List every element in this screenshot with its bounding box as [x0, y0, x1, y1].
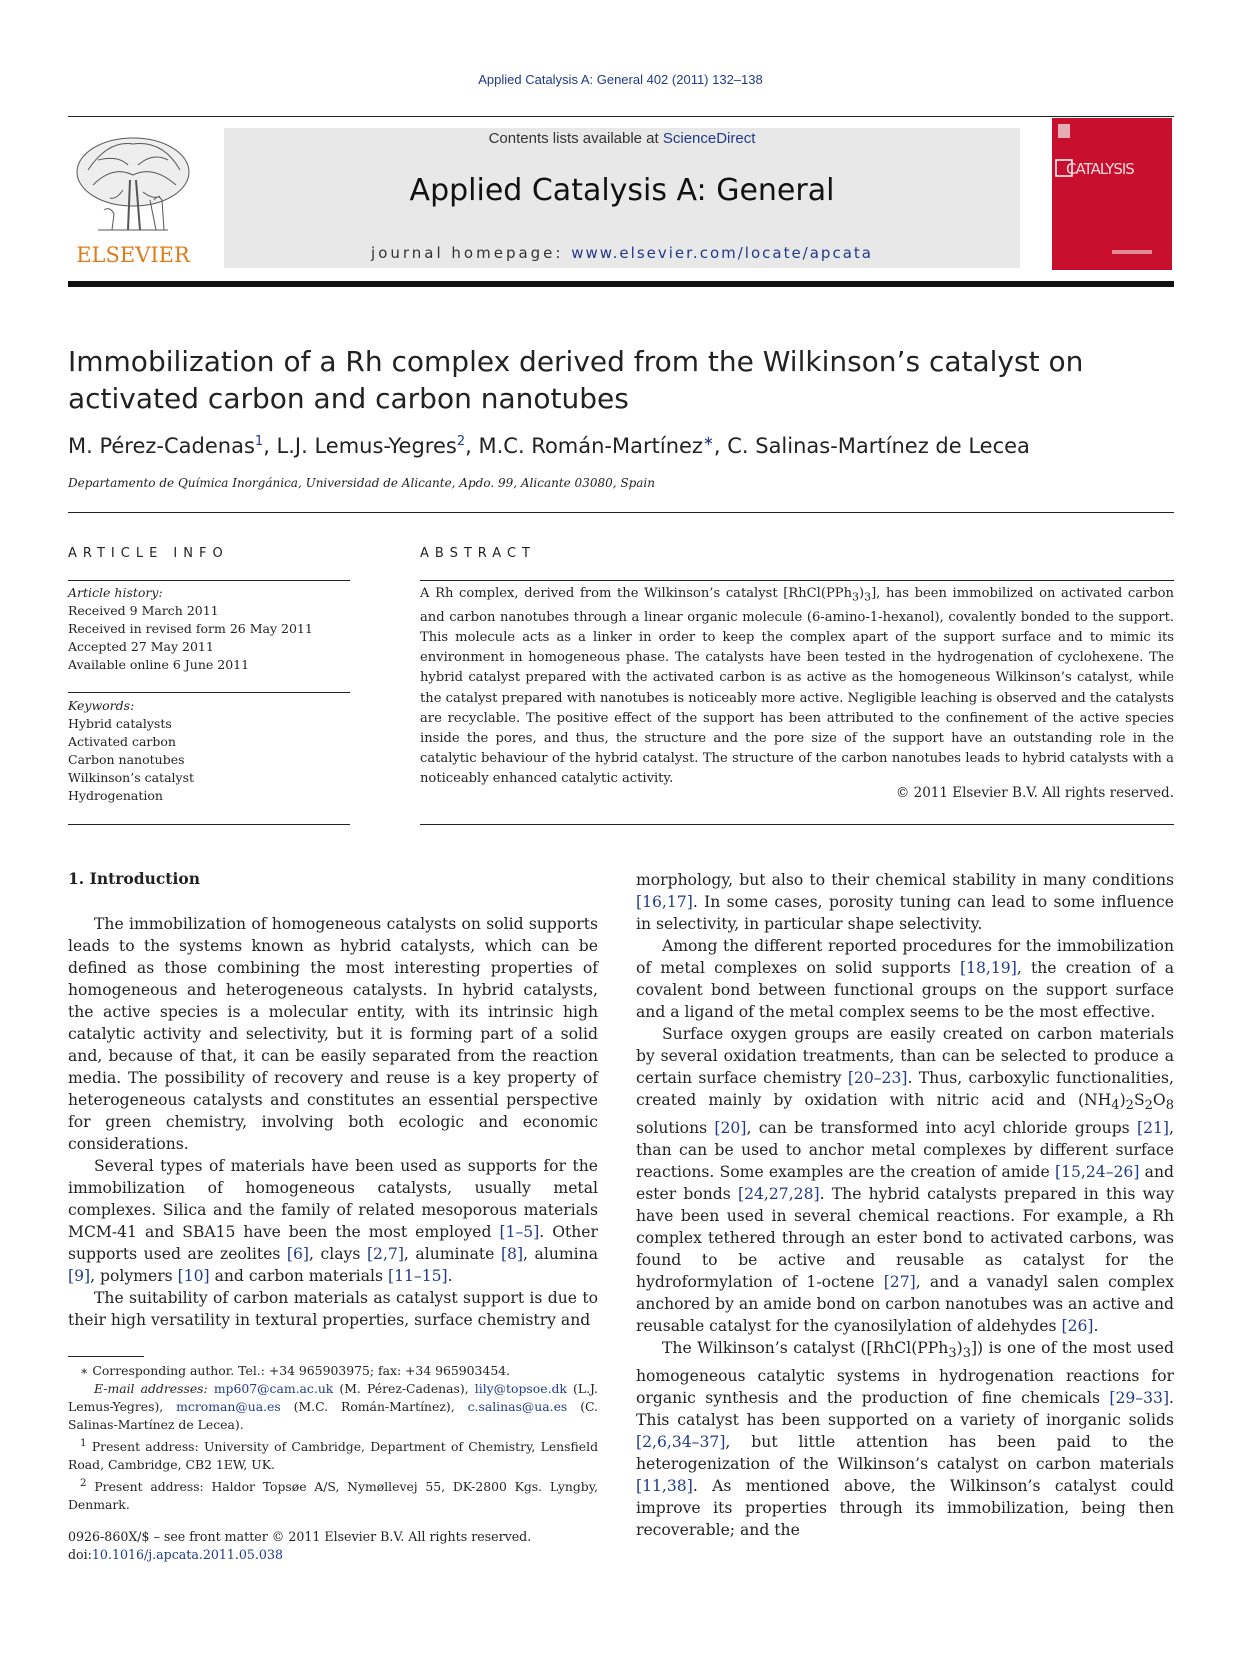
subscript: 2 — [1144, 1098, 1153, 1114]
email-link[interactable]: mcroman@ua.es — [176, 1399, 281, 1414]
article-title: Immobilization of a Rh complex derived from the Wilkinson’s catalyst on activated carbon and carbon nanotubes — [68, 345, 1084, 415]
reference-link[interactable]: [15,24–26] — [1054, 1163, 1140, 1182]
abstract-text — [420, 584, 1174, 790]
text: . In some cases, porosity tuning can lead to some influence in selectivity, in particular shape selectivity. — [636, 893, 1174, 933]
left-column — [68, 913, 598, 1331]
keyword: Hybrid catalysts — [68, 716, 172, 731]
article-info-rule — [68, 692, 350, 693]
keyword: Hydrogenation — [68, 788, 163, 803]
title-rule — [68, 512, 1174, 513]
cover-art-icon — [1052, 118, 1172, 270]
doi-prefix: doi: — [68, 1547, 92, 1562]
text: O — [1152, 1091, 1166, 1109]
paragraph — [636, 1023, 1174, 1337]
contents-prefix: Contents lists available at — [488, 130, 663, 147]
text: solutions — [636, 1119, 715, 1138]
text: , clays — [309, 1245, 367, 1263]
footnote-text: Present address: University of Cambridge, Department of Chemistry, Lensfield Road, Cambridge, CB2 1EW, UK. — [68, 1439, 598, 1473]
reference-link[interactable]: [11–15] — [387, 1267, 448, 1285]
author-list: M. Pérez-Cadenas$^1$, L.J. Lemus-Yegres$^2$, M.C. Román-Martínez∗, C. Salinas-Martínez de Lecea — [68, 434, 1030, 458]
front-matter — [68, 1528, 668, 1564]
doi-line — [68, 1546, 668, 1564]
email-owner: (M.C. Román-Martínez), — [280, 1399, 468, 1414]
keyword: Activated carbon — [68, 734, 176, 749]
history-label: Article history: — [68, 585, 163, 600]
abstract-part: ) — [859, 586, 865, 601]
reference-link[interactable]: [29–33] — [1109, 1389, 1170, 1408]
text: Among the different reported procedures for the immobilization of metal complexes on solid supports — [636, 937, 1174, 977]
reference-link[interactable]: [26] — [1061, 1317, 1094, 1336]
footnotes — [68, 1362, 598, 1514]
email-link[interactable]: lily@topsoe.dk — [474, 1381, 567, 1396]
homepage-link[interactable]: www.elsevier.com/locate/apcata — [571, 244, 873, 262]
reference-link[interactable]: [27] — [883, 1273, 916, 1292]
author-name[interactable]: M. Pérez-Cadenas — [68, 434, 255, 458]
paragraph — [636, 935, 1174, 1023]
footnote-1 — [68, 1434, 598, 1474]
text: S — [1133, 1091, 1145, 1109]
sciencedirect-link[interactable]: ScienceDirect — [662, 130, 756, 147]
reference-link[interactable]: [21] — [1137, 1119, 1170, 1138]
text: . The hybrid catalysts prepared in this way have been used in several chemical reactions. For example, a Rh complex tethered through an ester bond to activated carbons, was found to be active and reusable as catalyst for the hydroformylation of 1-octene — [636, 1185, 1174, 1292]
footnote-rule — [68, 1356, 144, 1357]
reference-link[interactable]: [8] — [500, 1245, 524, 1263]
elsevier-logo — [68, 130, 198, 272]
text: . — [1093, 1317, 1099, 1336]
text: . Other supports used are zeolites — [68, 1223, 598, 1263]
reference-link[interactable]: [20] — [714, 1119, 747, 1138]
email-link[interactable]: mp607@cam.ac.uk — [213, 1381, 334, 1396]
text: , alumina — [523, 1245, 598, 1263]
author-name[interactable]: M.C. Román-Martínez — [478, 434, 703, 458]
section-heading: 1. Introduction — [68, 869, 200, 888]
journal-reference[interactable]: Applied Catalysis A: General 402 (2011) 132–138 — [478, 72, 763, 87]
reference-link[interactable]: [20–23] — [847, 1069, 908, 1087]
affiliation: Departamento de Química Inorgánica, Universidad de Alicante, Apdo. 99, Alicante 03080, Spain — [68, 476, 655, 490]
text: The Wilkinson’s catalyst ([RhCl(PPh — [662, 1339, 949, 1358]
abstract-part: A Rh complex, derived from the Wilkinson’s catalyst [RhCl(PPh — [420, 586, 853, 601]
reference-link[interactable]: [6] — [286, 1245, 310, 1263]
text: Surface oxygen groups are easily created on carbon materials by several oxidation treatments, than can be selected to produce a certain surface chemistry — [636, 1025, 1174, 1087]
keyword: Carbon nanotubes — [68, 752, 185, 767]
corresponding-author-mark[interactable]: ∗ — [702, 434, 714, 449]
text: , aluminate — [403, 1245, 501, 1263]
article-info-rule — [68, 580, 350, 581]
footnote-text: Corresponding author. Tel.: +34 965903975; fax: +34 965903454. — [88, 1363, 511, 1378]
subscript: 2 — [1125, 1098, 1134, 1114]
text: . This catalyst has been supported on a variety of inorganic solids — [636, 1389, 1174, 1430]
text: . Thus, carboxylic functionalities, created mainly by oxidation with nitric acid and (NH — [636, 1069, 1174, 1109]
abstract-part: ], has been immobilized on activated carbon and carbon nanotubes through a linear organic molecule (6-amino-1-hexanol), covalently bonded to the support. This molecule acts as a linker in order to keep the complex apart of the support surface and to mimic its environment in homogeneous phase. The catalysts have been tested in the hydrogenation of cyclohexene. The hybrid catalyst prepared with the activated carbon is as active as the homogeneous Wilkinson’s catalyst, while the catalyst prepared with nanotubes is noticeably more active. Negligible leaching is observed and the catalysts are recyclable. The positive effect of the support has been attributed to the confinement of the active species inside the pores, and thus, the structure and the pore size of the support have an outstanding role in the catalytic behaviour of the hybrid catalyst. The structure of the carbon nanotubes leads to hybrid catalysts with a noticeably enhanced catalytic activity. — [420, 586, 1174, 787]
email-owner: (L.J. Lemus-Yegres), — [68, 1381, 598, 1414]
subscript: 4 — [1111, 1098, 1120, 1114]
keywords-label: Keywords: — [68, 698, 135, 713]
abstract-rule — [420, 580, 1174, 581]
text: and ester bonds — [636, 1163, 1174, 1204]
subscript: 3 — [948, 1346, 957, 1362]
footnote-mark: 1 — [80, 1437, 87, 1449]
footnote-mark: 2 — [80, 1477, 87, 1490]
text: Several types of materials have been used as supports for the immobilization of homogeneous catalysts, usually metal complexes. Silica and the family of related mesoporous materials MCM-41 and SBA15 have been the most employed — [68, 1157, 598, 1241]
article-history — [68, 584, 350, 674]
article-info-rule — [68, 824, 350, 825]
text: , and a vanadyl salen complex anchored by an amide bond on carbon nanotubes was an active and reusable catalyst for the cyanosilylation of aldehydes — [636, 1273, 1174, 1336]
issn-line: 0926-860X/$ – see front matter © 2011 Elsevier B.V. All rights reserved. — [68, 1529, 532, 1544]
journal-cover-image[interactable] — [1052, 118, 1172, 270]
reference-link[interactable]: [24,27,28] — [738, 1185, 820, 1204]
text: morphology, but also to their chemical stability in many conditions — [636, 871, 1174, 889]
reference-link[interactable]: [16,17] — [636, 893, 693, 911]
text: ]) is one of the most used homogeneous catalytic systems in hydrogenation reactions for organic synthesis and the production of fine chemicals — [636, 1339, 1174, 1408]
copyright: © 2011 Elsevier B.V. All rights reserved. — [895, 785, 1174, 801]
reference-link[interactable]: [2,6,34–37] — [636, 1433, 726, 1452]
reference-link[interactable]: [10] — [177, 1267, 210, 1285]
cover-title: CATALYSIS — [1066, 160, 1134, 178]
paragraph: The immobilization of homogeneous catalysts on solid supports leads to the systems known as hybrid catalysts, which can be defined as those combining the most interesting properties of homogeneous and heterogeneous catalysts. In hybrid catalysts, the active species is a molecular entity, with its intrinsic high catalytic activity and selectivity, but it is forming part of a solid and, because of that, it can be easily separated from the reaction media. The possibility of recovery and reuse is a key property of heterogeneous catalysts and constitutes an essential perspective for green chemistry, involving both ecologic and economic considerations. — [68, 915, 598, 1153]
text: . As mentioned above, the Wilkinson’s catalyst could improve its properties through its immobilization, being then recoverable; and the — [636, 1477, 1174, 1540]
homepage-prefix: journal homepage: — [371, 244, 572, 262]
email-note — [68, 1380, 598, 1434]
text: , polymers — [90, 1267, 178, 1285]
email-owner: (C. Salinas-Martínez de Lecea). — [68, 1399, 598, 1432]
journal-banner — [224, 128, 1020, 268]
journal-title: Applied Catalysis A: General — [409, 173, 835, 208]
top-rule — [68, 116, 1174, 117]
contents-line — [224, 130, 1020, 147]
article-info-heading: ARTICLE INFO — [68, 546, 229, 561]
reference-link[interactable]: [2,7] — [366, 1245, 404, 1263]
subscript: 3 — [852, 590, 859, 604]
text: ) — [956, 1339, 963, 1358]
subscript: 3 — [962, 1346, 971, 1362]
text: ) — [1119, 1091, 1126, 1109]
tree-engraving-icon — [68, 130, 198, 272]
abstract-rule — [420, 824, 1174, 825]
header-thick-rule — [68, 281, 1174, 287]
history-item: Received 9 March 2011 — [68, 603, 219, 618]
author-mark[interactable]: 1 — [254, 434, 264, 449]
author-name[interactable]: C. Salinas-Martínez de Lecea — [727, 434, 1030, 458]
history-item: Accepted 27 May 2011 — [68, 639, 214, 654]
subscript: 8 — [1165, 1098, 1174, 1114]
reference-link[interactable]: [18,19] — [960, 959, 1017, 977]
email-link[interactable]: c.salinas@ua.es — [467, 1399, 568, 1414]
text: , than can be used to anchor metal complexes by different surface reactions. Some examples are the creation of amide — [636, 1119, 1174, 1182]
text: , the creation of a covalent bond between functional groups on the support surface and a ligand of the metal complex seems to be the most effective. — [636, 959, 1174, 1021]
keywords — [68, 697, 350, 805]
text: . — [447, 1267, 453, 1285]
right-column — [636, 869, 1174, 1541]
abstract-heading: ABSTRACT — [420, 546, 536, 561]
author-mark[interactable]: 2 — [456, 434, 466, 449]
elsevier-wordmark: ELSEVIER — [76, 243, 190, 267]
text: and carbon materials — [209, 1267, 388, 1285]
paragraph — [636, 1337, 1174, 1541]
subscript: 3 — [864, 590, 872, 604]
history-item: Available online 6 June 2011 — [68, 657, 250, 672]
history-item: Received in revised form 26 May 2011 — [68, 621, 313, 636]
author-name[interactable]: L.J. Lemus-Yegres — [276, 434, 457, 458]
footnote-mark: ∗ — [80, 1363, 89, 1378]
corresponding-author-note — [68, 1362, 598, 1380]
paragraph: The suitability of carbon materials as catalyst support is due to their high versatility in textural properties, surface chemistry and — [68, 1289, 598, 1329]
footnote-2 — [68, 1474, 598, 1514]
paragraph — [636, 869, 1174, 935]
paragraph — [68, 1155, 598, 1287]
reference-link[interactable]: [1–5] — [499, 1223, 540, 1241]
email-owner: (M. Pérez-Cadenas), — [333, 1381, 475, 1396]
keyword: Wilkinson’s catalyst — [68, 770, 195, 785]
reference-link[interactable]: [11,38] — [636, 1477, 693, 1496]
email-label: E-mail addresses: — [94, 1381, 214, 1396]
footnote-text: Present address: Haldor Topsøe A/S, Nymøllevej 55, DK-2800 Kgs. Lyngby, Denmark. — [68, 1479, 598, 1513]
text: , but little attention has been paid to the heterogenization of the Wilkinson’s catalyst on carbon materials — [636, 1433, 1174, 1474]
reference-link[interactable]: [9] — [68, 1267, 91, 1285]
text: , can be transformed into acyl chloride groups — [746, 1119, 1137, 1138]
doi-link[interactable]: 10.1016/j.apcata.2011.05.038 — [91, 1547, 283, 1562]
homepage-line — [224, 244, 1020, 262]
